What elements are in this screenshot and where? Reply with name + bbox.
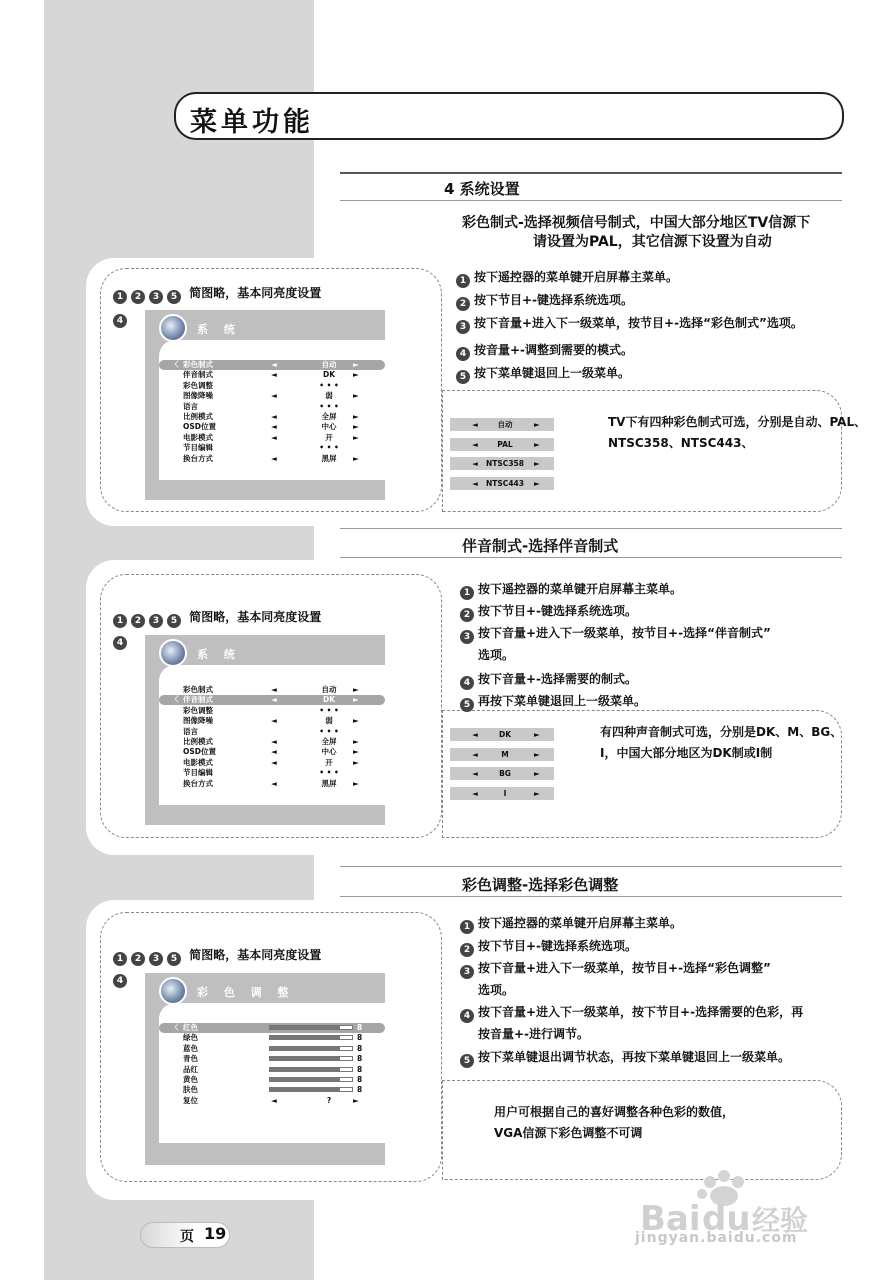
menu-row[interactable] bbox=[159, 1054, 385, 1064]
section-rule bbox=[340, 896, 842, 897]
menu-label: OSD位置 bbox=[183, 422, 217, 432]
instruction-step bbox=[456, 268, 678, 288]
menu-value: 开 bbox=[325, 432, 333, 442]
menu-value: 弱 bbox=[325, 716, 333, 726]
right-arrow-icon[interactable]: ► bbox=[353, 370, 359, 380]
menu-label: 黄色 bbox=[183, 1075, 198, 1084]
menu-label: 比例模式 bbox=[183, 412, 213, 421]
menu-row[interactable] bbox=[159, 768, 385, 778]
level-bar bbox=[269, 1077, 353, 1082]
right-arrow-icon[interactable]: ► bbox=[353, 391, 359, 401]
menu-label: 红色 bbox=[183, 1023, 198, 1032]
menu-row[interactable] bbox=[159, 706, 385, 716]
right-arrow-icon[interactable]: ► bbox=[353, 685, 359, 694]
menu-row[interactable] bbox=[159, 779, 385, 789]
option-bar[interactable] bbox=[450, 457, 554, 470]
menu-list bbox=[159, 340, 385, 480]
menu-value: 自动 bbox=[321, 685, 337, 694]
instruction-step bbox=[460, 602, 637, 622]
left-arrow-icon[interactable]: ◄ bbox=[271, 757, 277, 767]
menu-title: 彩 色 调 整 bbox=[197, 986, 295, 999]
step-text: 按下菜单键退出调节状态，再按下菜单键退回上一级菜单。 bbox=[478, 1050, 791, 1064]
menu-label: 复位 bbox=[183, 1095, 198, 1105]
menu-label: 节目编辑 bbox=[183, 768, 213, 778]
step-number: 5 bbox=[460, 698, 474, 712]
menu-label: 彩色调整 bbox=[183, 705, 213, 715]
right-arrow-icon[interactable]: ► bbox=[353, 360, 359, 369]
menu-label: 语言 bbox=[183, 401, 198, 411]
step-text: 按下遥控器的菜单键开启屏幕主菜单。 bbox=[478, 916, 683, 930]
instruction-step bbox=[456, 341, 633, 361]
menu-label: 比例模式 bbox=[183, 737, 213, 746]
menu-row[interactable] bbox=[159, 1023, 385, 1033]
osd-screen bbox=[145, 973, 385, 1165]
step-text: 按下节目+-键选择系统选项。 bbox=[474, 293, 634, 307]
instruction-step bbox=[460, 1048, 790, 1068]
info-text: 有四种声音制式可选，分别是DK、M、BG、 I，中国大部分地区为DK制或I制 bbox=[600, 725, 843, 760]
option-value: PAL bbox=[497, 439, 513, 449]
step-text: 再按下菜单键退回上一级菜单。 bbox=[478, 694, 647, 708]
instruction-step bbox=[460, 981, 514, 998]
option-value: I bbox=[503, 788, 507, 798]
svg-text:du: du bbox=[702, 1199, 751, 1239]
menu-label: 肤色 bbox=[183, 1085, 198, 1095]
instruction-step bbox=[460, 692, 646, 712]
menu-row[interactable] bbox=[159, 747, 385, 757]
instruction-step bbox=[456, 364, 630, 384]
level-bar bbox=[269, 1046, 353, 1051]
left-arrow-icon[interactable]: ◄ bbox=[271, 778, 277, 788]
right-arrow-icon[interactable]: ► bbox=[534, 749, 540, 759]
left-arrow-icon[interactable]: ◄ bbox=[271, 453, 277, 463]
menu-row-reset[interactable] bbox=[159, 1096, 385, 1106]
menu-label: 彩色制式 bbox=[183, 360, 213, 369]
left-arrow-icon[interactable]: ◄ bbox=[472, 730, 478, 739]
instruction-step bbox=[456, 314, 803, 334]
menu-disc-icon bbox=[159, 977, 187, 1005]
note-row: 1 2 3 5 简图略，基本同亮度设置 bbox=[113, 284, 321, 304]
level-bar bbox=[269, 1035, 353, 1040]
menu-label: 伴音制式 bbox=[183, 370, 213, 380]
level-fill bbox=[270, 1036, 340, 1039]
right-arrow-icon[interactable]: ► bbox=[534, 420, 540, 429]
menu-row[interactable] bbox=[159, 412, 385, 422]
left-arrow-icon[interactable]: ◄ bbox=[472, 788, 478, 798]
menu-label: 彩色制式 bbox=[183, 685, 213, 694]
step-text: 按下节目+-键选择系统选项。 bbox=[478, 939, 638, 953]
step-text: 按下音量+-选择需要的制式。 bbox=[478, 672, 638, 686]
left-arrow-icon[interactable]: ◄ bbox=[271, 360, 277, 369]
option-value: NTSC443 bbox=[486, 478, 524, 488]
level-bar bbox=[269, 1025, 353, 1030]
menu-row[interactable] bbox=[159, 695, 385, 705]
menu-value: DK bbox=[322, 370, 336, 380]
step-number: 4 bbox=[460, 1009, 474, 1023]
step-text: 按音量+-调整到需要的模式。 bbox=[474, 343, 634, 357]
menu-label: OSD位置 bbox=[183, 747, 217, 757]
section-rule bbox=[340, 528, 842, 529]
instruction-step bbox=[460, 580, 682, 600]
level-value: 8 bbox=[357, 1075, 363, 1084]
section-rule bbox=[340, 866, 842, 867]
step-number: 1 bbox=[460, 586, 474, 600]
option-value: DK bbox=[498, 730, 512, 739]
level-fill bbox=[270, 1078, 340, 1081]
menu-value: 黑屏 bbox=[321, 778, 337, 788]
menu-row[interactable] bbox=[159, 370, 385, 380]
option-bar[interactable] bbox=[450, 748, 554, 761]
left-arrow-icon[interactable]: ◄ bbox=[271, 737, 277, 746]
menu-list bbox=[159, 1003, 385, 1143]
menu-label: 青色 bbox=[183, 1054, 198, 1064]
instruction-step bbox=[460, 624, 771, 644]
level-value: 8 bbox=[357, 1054, 363, 1064]
step-text: 按下音量+进入下一级菜单，按节目+-选择“伴音制式” bbox=[478, 626, 771, 640]
level-value: 8 bbox=[357, 1085, 363, 1095]
left-arrow-icon[interactable]: ◄ bbox=[271, 747, 277, 757]
menu-value: • • • bbox=[319, 726, 339, 736]
step-number: 3 bbox=[460, 965, 474, 979]
menu-label: 电影模式 bbox=[183, 432, 213, 442]
step-number: 4 bbox=[456, 347, 470, 361]
level-value: 8 bbox=[357, 1033, 363, 1043]
watermark-logo bbox=[640, 1160, 840, 1240]
step-number: 2 bbox=[456, 297, 470, 311]
menu-row[interactable] bbox=[159, 454, 385, 464]
note-row: 1 2 3 5 简图略，基本同亮度设置 bbox=[113, 608, 321, 628]
menu-row[interactable] bbox=[159, 758, 385, 768]
svg-text:Bai: Bai bbox=[640, 1199, 701, 1239]
menu-title: 系 统 bbox=[197, 323, 241, 336]
instruction-step bbox=[460, 937, 637, 957]
menu-value: • • • bbox=[319, 401, 339, 411]
right-arrow-icon[interactable]: ► bbox=[353, 422, 359, 432]
option-value: NTSC358 bbox=[486, 459, 524, 468]
level-value: 8 bbox=[357, 1023, 363, 1032]
selected-marker: 〈 bbox=[171, 360, 179, 369]
menu-value: 弱 bbox=[325, 391, 333, 401]
menu-label: 语言 bbox=[183, 726, 198, 736]
menu-label: 彩色调整 bbox=[183, 380, 213, 390]
menu-disc-icon bbox=[159, 639, 187, 667]
menu-value: 中心 bbox=[321, 747, 337, 757]
menu-row[interactable] bbox=[159, 381, 385, 391]
level-fill bbox=[270, 1057, 340, 1060]
step-text: 按下音量+进入下一级菜单，按节目+-选择“彩色调整” bbox=[478, 961, 771, 975]
page-number: 19 bbox=[204, 1224, 227, 1243]
right-arrow-icon[interactable]: ► bbox=[534, 730, 540, 739]
step-number: 1 bbox=[460, 920, 474, 934]
menu-value: 黑屏 bbox=[321, 453, 337, 463]
left-arrow-icon[interactable]: ◄ bbox=[271, 716, 277, 726]
note-4: 4 bbox=[113, 310, 131, 328]
menu-label: 伴音制式 bbox=[183, 695, 213, 705]
svg-text:经验: 经验 bbox=[752, 1204, 809, 1237]
menu-value: 全屏 bbox=[321, 737, 337, 746]
note-4: 4 bbox=[113, 970, 131, 988]
step-text: 按下音量+进入下一级菜单，按下节目+-选择需要的色彩，再 bbox=[478, 1005, 804, 1019]
left-arrow-icon[interactable]: ◄ bbox=[472, 439, 478, 449]
step-text: 按下遥控器的菜单键开启屏幕主菜单。 bbox=[474, 270, 679, 284]
step-number: 5 bbox=[456, 370, 470, 384]
step-number: 1 bbox=[456, 274, 470, 288]
right-arrow-icon[interactable]: ► bbox=[353, 453, 359, 463]
section-rule bbox=[340, 172, 842, 174]
instruction-step bbox=[460, 670, 637, 690]
step-number: 2 bbox=[460, 943, 474, 957]
section-rule bbox=[340, 200, 842, 201]
menu-label: 图像降噪 bbox=[183, 391, 213, 401]
menu-value: • • • bbox=[319, 443, 339, 453]
instruction-step bbox=[460, 959, 771, 979]
step-number: 3 bbox=[456, 320, 470, 334]
right-arrow-icon[interactable]: ► bbox=[353, 1095, 359, 1105]
menu-title: 系 统 bbox=[197, 648, 241, 661]
menu-row[interactable] bbox=[159, 685, 385, 695]
option-bar[interactable] bbox=[450, 438, 554, 451]
menu-row[interactable] bbox=[159, 1065, 385, 1075]
osd-screen bbox=[145, 310, 385, 500]
page-title: 菜单功能 bbox=[190, 107, 314, 138]
step-text: 选项。 bbox=[478, 648, 515, 662]
instruction-step bbox=[460, 1025, 589, 1042]
level-fill bbox=[270, 1088, 340, 1091]
selected-marker: 〈 bbox=[171, 695, 179, 705]
section-subtitle: 彩色制式-选择视频信号制式，中国大部分地区TV信源下 bbox=[462, 215, 811, 231]
left-arrow-icon[interactable]: ◄ bbox=[271, 391, 277, 401]
option-bar[interactable] bbox=[450, 477, 554, 490]
osd-screen bbox=[145, 635, 385, 825]
left-arrow-icon[interactable]: ◄ bbox=[472, 459, 478, 468]
menu-row[interactable] bbox=[159, 391, 385, 401]
right-arrow-icon[interactable]: ► bbox=[353, 747, 359, 757]
menu-value: • • • bbox=[319, 705, 339, 715]
menu-disc-icon bbox=[159, 314, 187, 342]
left-arrow-icon[interactable]: ◄ bbox=[472, 749, 478, 759]
menu-row[interactable] bbox=[159, 1085, 385, 1095]
left-arrow-icon[interactable]: ◄ bbox=[271, 685, 277, 694]
level-value: 8 bbox=[357, 1043, 363, 1053]
step-text: 按音量+-进行调节。 bbox=[478, 1027, 590, 1041]
section-rule bbox=[340, 557, 842, 558]
left-arrow-icon[interactable]: ◄ bbox=[271, 370, 277, 380]
level-value: 8 bbox=[357, 1064, 363, 1074]
info-text: 用户可根据自己的喜好调整各种色彩的数值， VGA信源下彩色调整不可调 bbox=[494, 1105, 735, 1140]
menu-value: 全屏 bbox=[321, 412, 337, 421]
menu-label: 品红 bbox=[183, 1064, 198, 1074]
menu-label: 蓝色 bbox=[183, 1043, 198, 1053]
step-text: 按下节目+-键选择系统选项。 bbox=[478, 604, 638, 618]
info-text: TV下有四种彩色制式可选，分别是自动、PAL、 NTSC358、NTSC443、 bbox=[608, 415, 867, 450]
left-arrow-icon[interactable]: ◄ bbox=[472, 769, 478, 778]
menu-label: 电影模式 bbox=[183, 757, 213, 767]
section-title: 4 系统设置 bbox=[444, 180, 520, 198]
right-arrow-icon[interactable]: ► bbox=[534, 478, 540, 488]
left-arrow-icon[interactable]: ◄ bbox=[271, 1095, 277, 1105]
section-title: 彩色调整-选择彩色调整 bbox=[462, 876, 619, 894]
menu-label: 换台方式 bbox=[183, 453, 213, 463]
level-bar bbox=[269, 1056, 353, 1061]
step-text: 选项。 bbox=[478, 983, 515, 997]
menu-row[interactable] bbox=[159, 716, 385, 726]
instruction-step bbox=[460, 646, 514, 663]
menu-label: 节目编辑 bbox=[183, 443, 213, 453]
left-arrow-icon[interactable]: ◄ bbox=[271, 412, 277, 421]
menu-row[interactable] bbox=[159, 1075, 385, 1085]
left-arrow-icon[interactable]: ◄ bbox=[472, 420, 478, 429]
option-bar[interactable] bbox=[450, 728, 554, 741]
menu-label: 图像降噪 bbox=[183, 716, 213, 726]
right-arrow-icon[interactable]: ► bbox=[353, 757, 359, 767]
menu-row[interactable] bbox=[159, 360, 385, 370]
note-row: 1 2 3 5 简图略，基本同亮度设置 bbox=[113, 946, 321, 966]
menu-label: 绿色 bbox=[183, 1033, 198, 1043]
option-value: 自动 bbox=[497, 420, 513, 429]
menu-row[interactable] bbox=[159, 433, 385, 443]
menu-label: 换台方式 bbox=[183, 778, 213, 788]
menu-value: ? bbox=[326, 1095, 332, 1105]
step-number: 4 bbox=[460, 676, 474, 690]
right-arrow-icon[interactable]: ► bbox=[353, 695, 359, 705]
option-bar[interactable] bbox=[450, 787, 554, 800]
level-fill bbox=[270, 1026, 340, 1029]
option-value: BG bbox=[499, 769, 511, 778]
menu-row[interactable] bbox=[159, 443, 385, 453]
right-arrow-icon[interactable]: ► bbox=[353, 412, 359, 421]
menu-row[interactable] bbox=[159, 737, 385, 747]
right-arrow-icon[interactable]: ► bbox=[353, 737, 359, 746]
left-arrow-icon[interactable]: ◄ bbox=[271, 432, 277, 442]
instruction-step bbox=[460, 914, 682, 934]
menu-value: • • • bbox=[319, 768, 339, 778]
option-bar[interactable] bbox=[450, 767, 554, 780]
section-title: 伴音制式-选择伴音制式 bbox=[462, 537, 619, 555]
menu-row[interactable] bbox=[159, 727, 385, 737]
menu-value: 中心 bbox=[321, 422, 337, 432]
menu-row[interactable] bbox=[159, 422, 385, 432]
step-text: 按下音量+进入下一级菜单，按节目+-选择“彩色制式”选项。 bbox=[474, 316, 803, 330]
menu-value: 开 bbox=[325, 757, 333, 767]
right-arrow-icon[interactable]: ► bbox=[534, 769, 540, 778]
left-arrow-icon[interactable]: ◄ bbox=[472, 478, 478, 488]
menu-value: DK bbox=[322, 695, 336, 705]
level-fill bbox=[270, 1068, 340, 1071]
step-number: 2 bbox=[460, 608, 474, 622]
step-number: 3 bbox=[460, 630, 474, 644]
watermark-text: jingyan.baidu.com bbox=[635, 1230, 798, 1246]
option-value: M bbox=[501, 749, 509, 759]
menu-row[interactable] bbox=[159, 1033, 385, 1043]
left-arrow-icon[interactable]: ◄ bbox=[271, 422, 277, 432]
step-text: 按下菜单键退回上一级菜单。 bbox=[474, 366, 631, 380]
selected-marker: 〈 bbox=[171, 1023, 179, 1032]
menu-value: • • • bbox=[319, 380, 339, 390]
right-arrow-icon[interactable]: ► bbox=[353, 778, 359, 788]
instruction-step bbox=[460, 1003, 803, 1023]
option-bar[interactable] bbox=[450, 418, 554, 431]
page-label: 页 bbox=[180, 1229, 194, 1245]
level-bar bbox=[269, 1067, 353, 1072]
note-4: 4 bbox=[113, 632, 131, 650]
menu-value: 自动 bbox=[321, 360, 337, 369]
menu-list bbox=[159, 665, 385, 805]
right-arrow-icon[interactable]: ► bbox=[353, 716, 359, 726]
right-arrow-icon[interactable]: ► bbox=[534, 459, 540, 468]
right-arrow-icon[interactable]: ► bbox=[353, 432, 359, 442]
right-arrow-icon[interactable]: ► bbox=[534, 788, 540, 798]
menu-row[interactable] bbox=[159, 1044, 385, 1054]
menu-row[interactable] bbox=[159, 402, 385, 412]
section-subtitle-2: 请设置为PAL，其它信源下设置为自动 bbox=[533, 234, 772, 250]
left-arrow-icon[interactable]: ◄ bbox=[271, 695, 277, 705]
level-fill bbox=[270, 1047, 340, 1050]
instruction-step bbox=[456, 291, 633, 311]
level-bar bbox=[269, 1087, 353, 1092]
step-number: 5 bbox=[460, 1054, 474, 1068]
right-arrow-icon[interactable]: ► bbox=[534, 439, 540, 449]
step-text: 按下遥控器的菜单键开启屏幕主菜单。 bbox=[478, 582, 683, 596]
